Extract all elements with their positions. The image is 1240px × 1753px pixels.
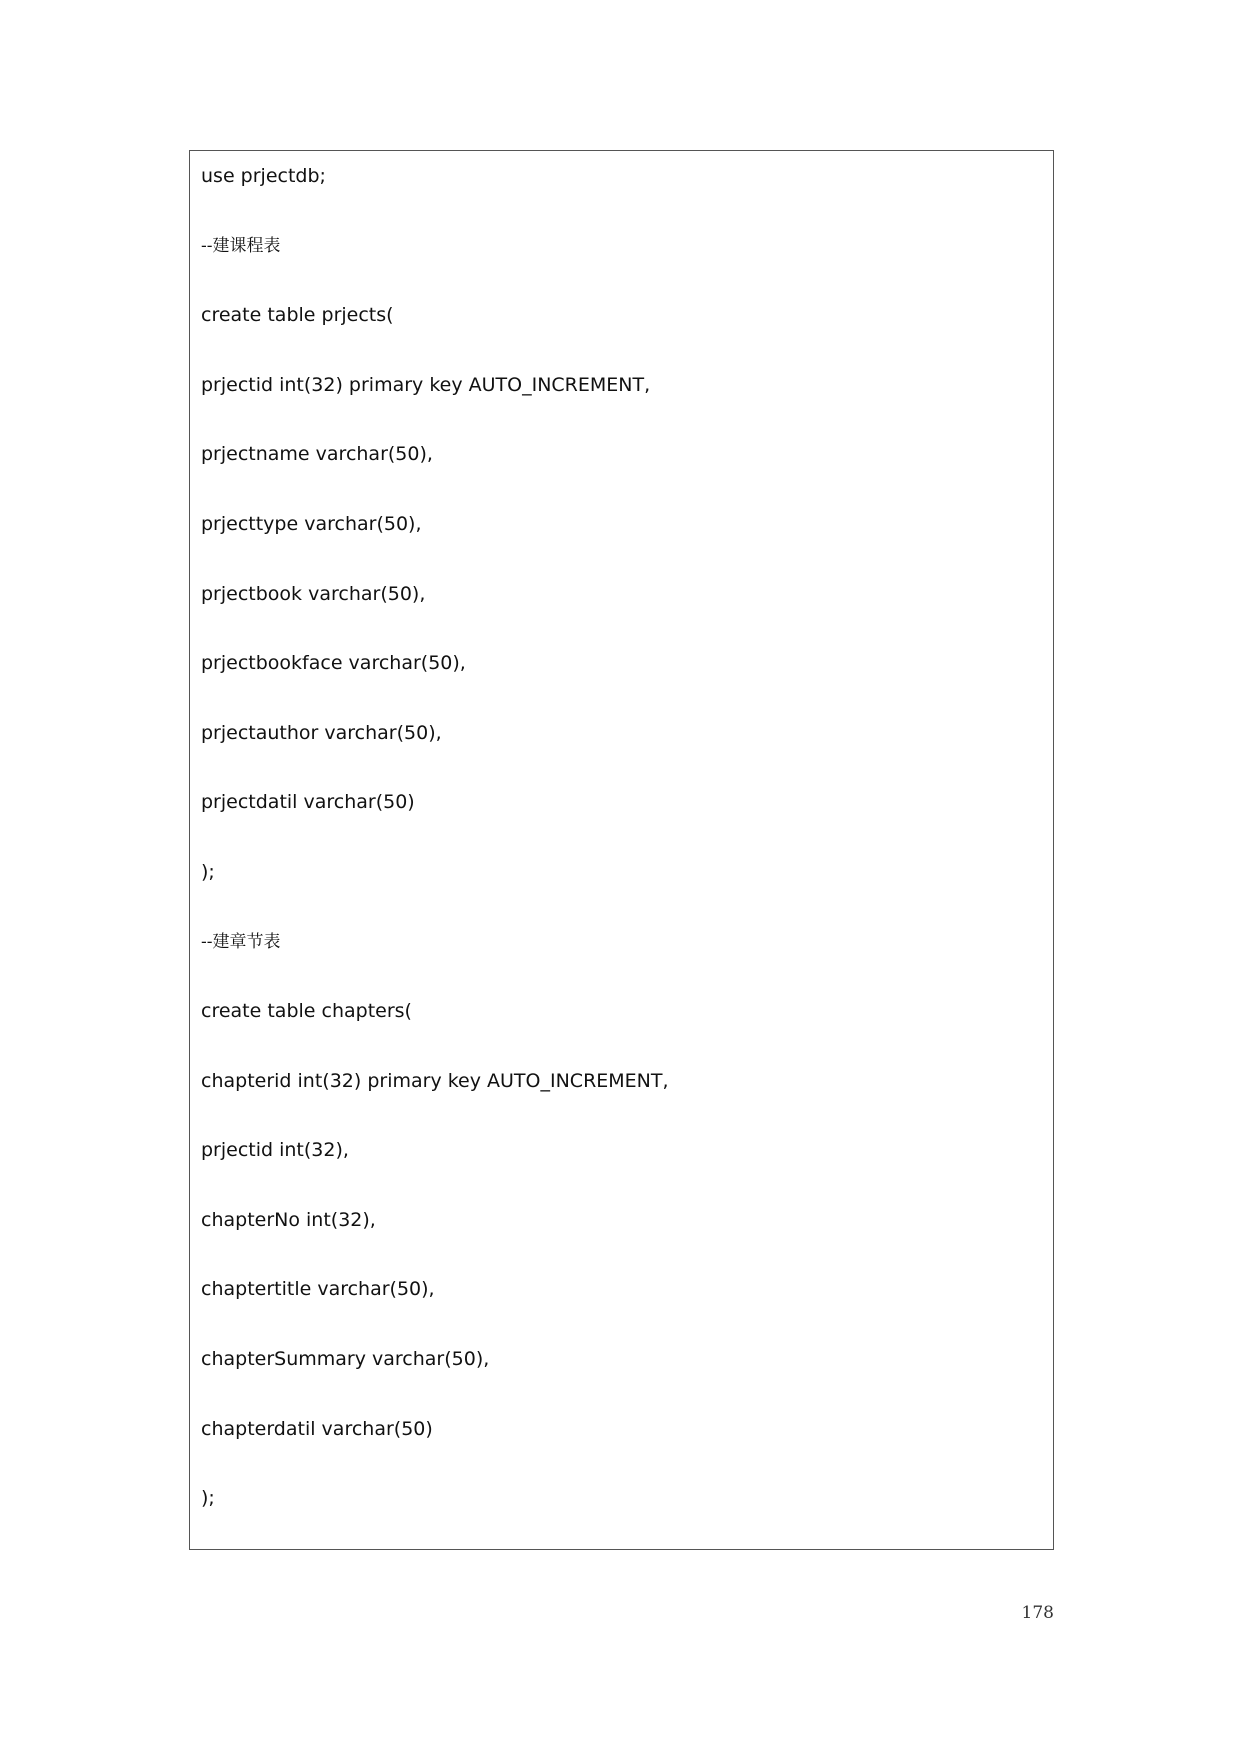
code-line-chapterno: chapterNo int(32), — [201, 1209, 376, 1231]
code-line-chapterdatil: chapterdatil varchar(50) — [201, 1418, 433, 1440]
code-box — [189, 150, 1054, 1550]
comment-create-courses-table: --建课程表 — [201, 236, 281, 256]
code-line-create-prjects: create table prjects( — [201, 304, 394, 326]
code-line-close-prjects: ); — [201, 861, 215, 883]
code-line-create-chapters: create table chapters( — [201, 1000, 412, 1022]
code-line-prjectbook: prjectbook varchar(50), — [201, 583, 426, 605]
code-line-use-db: use prjectdb; — [201, 165, 326, 187]
code-line-prjectbookface: prjectbookface varchar(50), — [201, 652, 466, 674]
code-line-prjecttype: prjecttype varchar(50), — [201, 513, 422, 535]
code-line-chaptertitle: chaptertitle varchar(50), — [201, 1278, 435, 1300]
page-number: 178 — [1021, 1603, 1054, 1623]
code-line-prjectdatil: prjectdatil varchar(50) — [201, 791, 415, 813]
comment-create-chapters-table: --建章节表 — [201, 932, 281, 952]
code-line-chaptersummary: chapterSummary varchar(50), — [201, 1348, 490, 1370]
code-line-chapterid: chapterid int(32) primary key AUTO_INCREMENT, — [201, 1070, 669, 1092]
code-line-prjectauthor: prjectauthor varchar(50), — [201, 722, 442, 744]
code-line-chapter-prjectid: prjectid int(32), — [201, 1139, 349, 1161]
code-line-close-chapters: ); — [201, 1487, 215, 1509]
code-line-prjectid: prjectid int(32) primary key AUTO_INCREMENT, — [201, 374, 651, 396]
code-line-prjectname: prjectname varchar(50), — [201, 443, 433, 465]
